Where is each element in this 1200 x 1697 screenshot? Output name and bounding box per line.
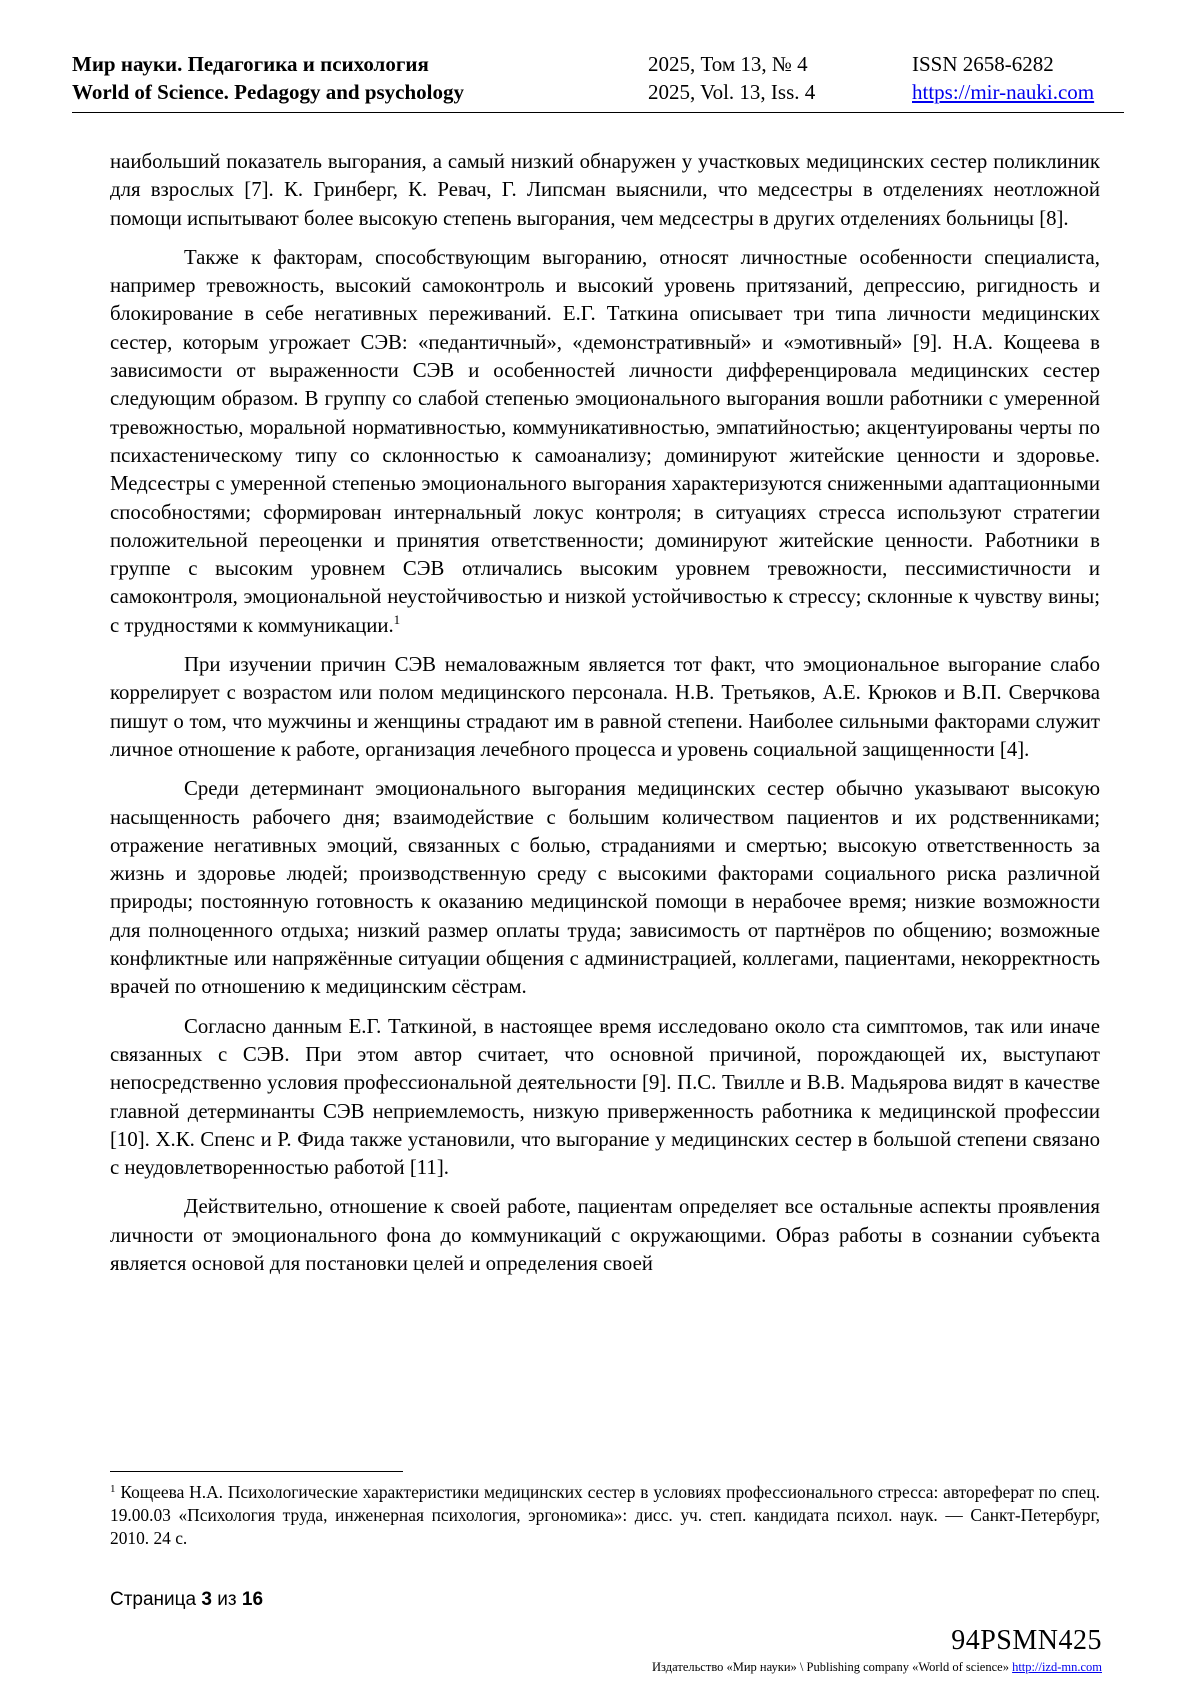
paragraph-text: Также к факторам, способствующим выгоранию, относят личностные особенности специалиста, например тревожность, высокий самоконтроль и высокий уровень притязаний, депрессию, ригидность и блокирование в себе негативных переживаний. Е.Г. Таткина описывает три типа личности медицинских сестер, которым угрожает СЭВ: «педантичный», «демонстративный» и «эмотивный» [9]. Н.А. Кощеева в зависимости от выраженности СЭВ и особенностей личности дифференцировала медицинских сестер следующим образом. В группу со слабой степенью эмоционального выгорания вошли работники с умеренной тревожностью, моральной нормативностью, коммуникативностью, эмпатийностью; акцентуированы черты по психастеническому типу со склонностью к самоанализу; доминируют житейские ценности и здоровье. Медсестры с умеренной степенью эмоционального выгорания характеризуются сниженными адаптационными способностями; сформирован интернальный локус контроля; в ситуациях стресса используют стратегии положительной переоценки и принятия ответственности; доминируют житейские ценности. Работники в группе с высоким уровнем СЭВ отличались высоким уровнем тревожности, пессимистичности и самоконтроля, эмоциональной неустойчивостью и низкой устойчивостью к стрессу; склонные к чувству вины; с трудностями к коммуникации. xyxy=(110,245,1100,637)
page-total: 16 xyxy=(241,1589,264,1610)
article-code: 94PSMN425 xyxy=(951,1625,1102,1656)
paragraph: Согласно данным Е.Г. Таткиной, в настоящее время исследовано около ста симптомов, так или иначе связанных с СЭВ. При этом автор считает, что основной причиной, порождающей их, выступают непосредственно условия профессиональной деятельности [9]. П.С. Твилле и В.В. Мадьярова видят в качестве главной детерминанты СЭВ неприемлемость, низкую приверженность работника к медицинской профессии [10]. Х.К. Спенс и Р. Фида также установили, что выгорание у медицинских сестер в большой степени связано с неудовлетворенностью работой [11]. xyxy=(110,1014,1100,1180)
article-body xyxy=(110,148,1100,1289)
footnote-text: Кощеева Н.А. Психологические характеристики медицинских сестер в условиях профессионального стресса: автореферат по спец. 19.00.03 «Психология труда, инженерная психология, эргономика»: дисс. уч. степ. кандидата психол. наук. — Санкт-Петербург, 2010. 24 с. xyxy=(110,1482,1100,1549)
page-of: из xyxy=(217,1589,237,1610)
paragraph: При изучении причин СЭВ немаловажным является тот факт, что эмоциональное выгорание слабо коррелирует с возрастом или полом медицинского персонала. Н.В. Третьяков, А.Е. Крюков и В.П. Сверчкова пишут о том, что мужчины и женщины страдают им в равной степени. Наиболее сильными факторами служит личное отношение к работе, организация лечебного процесса и уровень социальной защищенности [4]. xyxy=(110,653,1100,761)
footnote xyxy=(110,1481,1100,1551)
paragraph xyxy=(110,244,1100,640)
paragraph: Среди детерминант эмоционального выгорания медицинских сестер обычно указывают высокую насыщенность рабочего дня; взаимодействие с большим количеством пациентов и их родственниками; отражение негативных эмоций, связанных с болью, страданиями и смертью; высокую ответственность за жизнь и здоровье людей; производственную среду с высокими факторами социального риска различной природы; постоянную готовность к оказанию медицинской помощи в нерабочее время; низкие возможности для полноценного отдыха; низкий размер оплаты труда; зависимость от партнёров по общению; возможные конфликтные или напряжённые ситуации общения с администрацией, коллегами, пациентами, некорректность врачей по отношению к медицинским сёстрам. xyxy=(110,777,1100,999)
publisher-link[interactable]: http://izd-mn.com xyxy=(1012,1660,1102,1674)
journal-title xyxy=(72,50,464,106)
issn-block xyxy=(912,50,1094,106)
paragraph: наибольший показатель выгорания, а самый низкий обнаружен у участковых медицинских сестер поликлиник для взрослых [7]. К. Гринберг, К. Ревач, Г. Липсман выяснили, что медсестры в отделениях неотложной помощи испытывают более высокую степень выгорания, чем медсестры в других отделениях больницы [8]. xyxy=(110,150,1100,230)
journal-title-ru: Мир науки. Педагогика и психология xyxy=(72,52,429,76)
journal-site-link[interactable]: https://mir-nauki.com xyxy=(912,80,1095,104)
journal-title-en: World of Science. Pedagogy and psychology xyxy=(72,80,465,104)
page-label: Страница xyxy=(110,1589,197,1610)
page-header xyxy=(72,50,1124,112)
footnote-mark: 1 xyxy=(110,1483,116,1495)
page-current: 3 xyxy=(201,1589,212,1610)
publisher-text: Издательство «Мир науки» \ Publishing company «World of science» xyxy=(652,1660,1009,1674)
header-divider xyxy=(72,112,1124,113)
footnote-reference[interactable]: 1 xyxy=(393,611,401,627)
volume-en: 2025, Vol. 13, Iss. 4 xyxy=(648,80,816,104)
publisher-line xyxy=(652,1660,1102,1675)
paragraph: Действительно, отношение к своей работе, пациентам определяет все остальные аспекты проявления личности от эмоционального фона до коммуникаций с окружающими. Образ работы в сознании субъекта является основой для постановки целей и определения своей xyxy=(110,1195,1100,1275)
issn: ISSN 2658-6282 xyxy=(912,52,1054,76)
volume-ru: 2025, Том 13, № 4 xyxy=(648,52,808,76)
footnote-divider xyxy=(110,1471,403,1472)
volume-info xyxy=(648,50,815,106)
page-number xyxy=(110,1589,263,1611)
